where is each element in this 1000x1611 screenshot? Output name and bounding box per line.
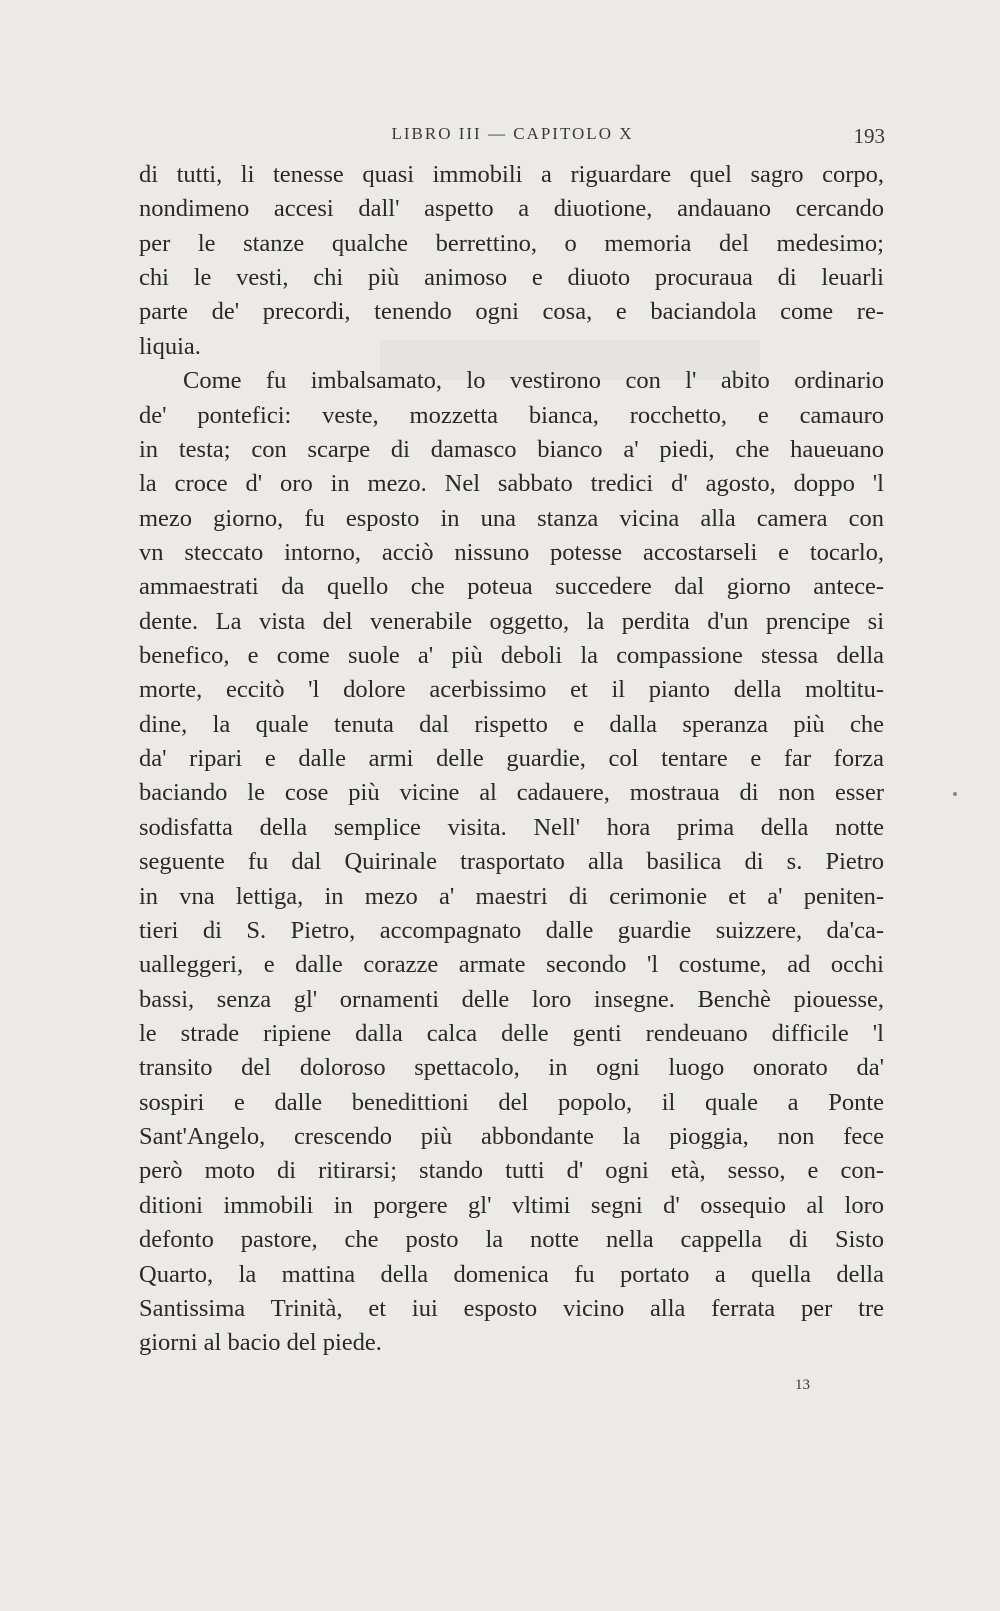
- text-line: defonto pastore, che posto la notte nella cappella di Sisto: [139, 1226, 884, 1254]
- text-line: seguente fu dal Quirinale trasportato alla basilica di s. Pietro: [139, 848, 884, 876]
- running-head: LIBRO III — CAPITOLO X: [391, 124, 634, 143]
- text-line: bassi, senza gl' ornamenti delle loro insegne. Benchè piouesse,: [139, 985, 884, 1013]
- paper-speck: [953, 792, 957, 796]
- text-line: vn steccato intorno, acciò nissuno potesse accostarseli e tocarlo,: [139, 538, 884, 566]
- text-line: sodisfatta della semplice visita. Nell' hora prima della notte: [139, 813, 884, 841]
- text-line: dente. La vista del venerabile oggetto, la perdita d'un prencipe si: [139, 607, 884, 635]
- text-line: chi le vesti, chi più animoso e diuoto procuraua di leuarli: [139, 264, 884, 292]
- text-line: in testa; con scarpe di damasco bianco a' piedi, che haueuano: [139, 435, 884, 463]
- text-line: transito del doloroso spettacolo, in ogni luogo onorato da': [139, 1054, 884, 1082]
- text-line: la croce d' oro in mezo. Nel sabbato tredici d' agosto, doppo 'l: [139, 470, 884, 498]
- text-line: mezo giorno, fu esposto in una stanza vicina alla camera con: [139, 504, 884, 532]
- text-line: per le stanze qualche berrettino, o memoria del medesimo;: [139, 229, 884, 257]
- text-line: nondimeno accesi dall' aspetto a diuotione, andauano cercando: [139, 195, 884, 223]
- text-line: tieri di S. Pietro, accompagnato dalle guardie suizzere, da'ca-: [139, 916, 884, 944]
- text-line: ualleggeri, e dalle corazze armate secondo 'l costume, ad occhi: [139, 951, 884, 979]
- text-line: le strade ripiene dalla calca delle genti rendeuano difficile 'l: [139, 1019, 884, 1047]
- signature-mark: 13: [795, 1377, 810, 1393]
- text-line: giorni al bacio del piede.: [139, 1329, 382, 1357]
- text-line: Santissima Trinità, et iui esposto vicino alla ferrata per tre: [139, 1294, 884, 1322]
- text-line: dine, la quale tenuta dal rispetto e dalla speranza più che: [139, 710, 884, 738]
- text-line: parte de' precordi, tenendo ogni cosa, e baciandola come re-: [139, 298, 884, 326]
- text-line: de' pontefici: veste, mozzetta bianca, rocchetto, e camauro: [139, 401, 884, 429]
- text-line: di tutti, li tenesse quasi immobili a riguardare quel sagro corpo,: [139, 161, 884, 188]
- text-line: Quarto, la mattina della domenica fu portato a quella della: [139, 1260, 884, 1288]
- paragraph-start-line: Come fu imbalsamato, lo vestirono con l' abito ordinario: [183, 367, 884, 395]
- text-line: ammaestrati da quello che poteua succedere dal giorno antece-: [139, 573, 884, 601]
- text-line: baciando le cose più vicine al cadauere, mostraua di non esser: [139, 779, 884, 807]
- text-line: ditioni immobili in porgere gl' vltimi segni d' ossequio al loro: [139, 1191, 884, 1219]
- text-line: benefico, e come suole a' più deboli la compassione stessa della: [139, 642, 884, 670]
- body-text: [139, 158, 884, 1361]
- text-line: però moto di ritirarsi; stando tutti d' ogni età, sesso, e con-: [139, 1157, 884, 1185]
- page-header: [140, 124, 885, 150]
- text-line: Sant'Angelo, crescendo più abbondante la pioggia, non fece: [139, 1123, 884, 1151]
- text-line: liquia.: [139, 332, 201, 360]
- page-number: 193: [853, 124, 885, 148]
- text-line: in vna lettiga, in mezo a' maestri di cerimonie et a' peniten-: [139, 882, 884, 910]
- text-line: morte, eccitò 'l dolore acerbissimo et il pianto della moltitu-: [139, 676, 884, 704]
- text-line: da' ripari e dalle armi delle guardie, col tentare e far forza: [139, 745, 884, 773]
- text-line: sospiri e dalle benedittioni del popolo, il quale a Ponte: [139, 1088, 884, 1116]
